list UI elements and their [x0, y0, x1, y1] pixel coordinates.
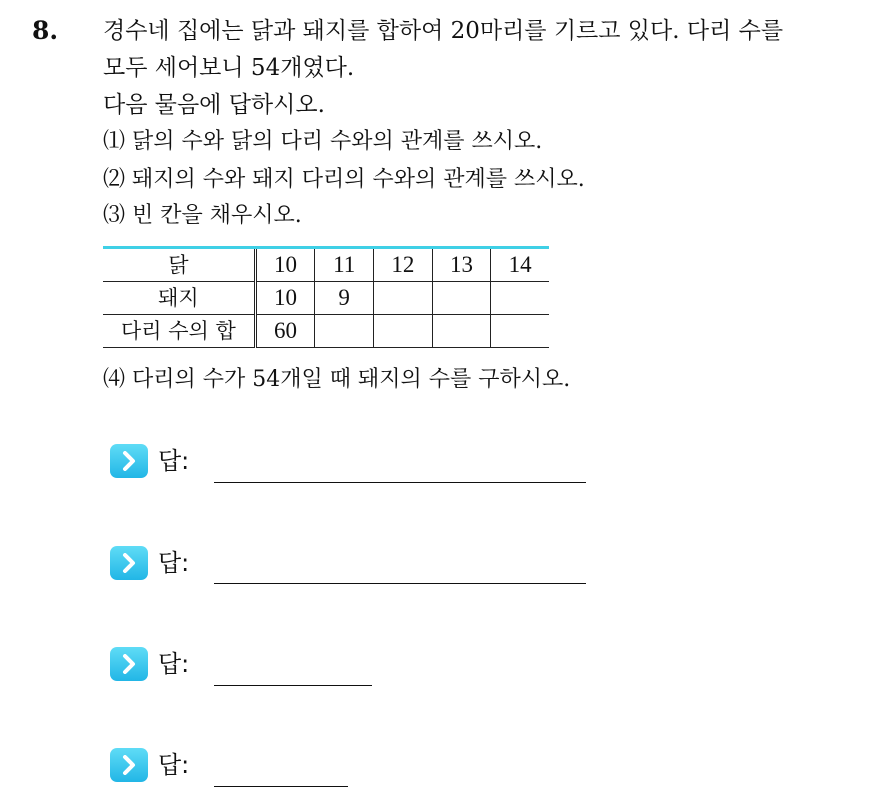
- answer-blank-2[interactable]: [214, 583, 586, 584]
- table-cell-blank[interactable]: [432, 315, 491, 348]
- sub-question-2: ⑵ 돼지의 수와 돼지 다리의 수와의 관계를 쓰시오.: [103, 167, 585, 192]
- chevron-right-icon: [110, 444, 148, 478]
- chevron-right-icon: [110, 647, 148, 681]
- table-cell: 9: [315, 282, 374, 315]
- table-cell: 10: [255, 249, 315, 282]
- answer-label: 답:: [158, 447, 190, 475]
- table-cell-blank[interactable]: [432, 282, 491, 315]
- table-row-leg-total: [103, 315, 549, 348]
- table-row-chicken: [103, 249, 549, 282]
- question-text-line1: 경수네 집에는 닭과 돼지를 합하여 20마리를 기르고 있다. 다리 수를: [103, 18, 784, 44]
- row-header-leg-total: 다리 수의 합: [103, 315, 255, 348]
- table-row-pig: [103, 282, 549, 315]
- table-cell-blank[interactable]: [315, 315, 374, 348]
- question-number: 8.: [32, 16, 59, 45]
- answer-blank-1[interactable]: [214, 482, 586, 483]
- question-instruction: 다음 물음에 답하시오.: [103, 92, 325, 118]
- table-cell-blank[interactable]: [491, 315, 549, 348]
- chevron-right-icon: [110, 748, 148, 782]
- table-cell: 60: [255, 315, 315, 348]
- sub-question-1: ⑴ 닭의 수와 닭의 다리 수와의 관계를 쓰시오.: [103, 129, 543, 154]
- question-text-line2: 모두 세어보니 54개였다.: [103, 55, 355, 81]
- row-header-chicken: 닭: [103, 249, 255, 282]
- table-cell-blank[interactable]: [491, 282, 549, 315]
- sub-question-3: ⑶ 빈 칸을 채우시오.: [103, 203, 302, 228]
- table-cell: 10: [255, 282, 315, 315]
- answer-blank-4[interactable]: [214, 786, 348, 787]
- answer-label: 답:: [158, 751, 190, 779]
- answer-label: 답:: [158, 650, 190, 678]
- table-cell: 12: [374, 249, 433, 282]
- table-cell: 11: [315, 249, 374, 282]
- table-cell-blank[interactable]: [374, 282, 433, 315]
- table-cell-blank[interactable]: [374, 315, 433, 348]
- answer-label: 답:: [158, 549, 190, 577]
- data-table: [103, 246, 549, 348]
- row-header-pig: 돼지: [103, 282, 255, 315]
- table-cell: 14: [491, 249, 549, 282]
- table-cell: 13: [432, 249, 491, 282]
- chevron-right-icon: [110, 546, 148, 580]
- answer-blank-3[interactable]: [214, 685, 372, 686]
- sub-question-4: ⑷ 다리의 수가 54개일 때 돼지의 수를 구하시오.: [103, 367, 571, 392]
